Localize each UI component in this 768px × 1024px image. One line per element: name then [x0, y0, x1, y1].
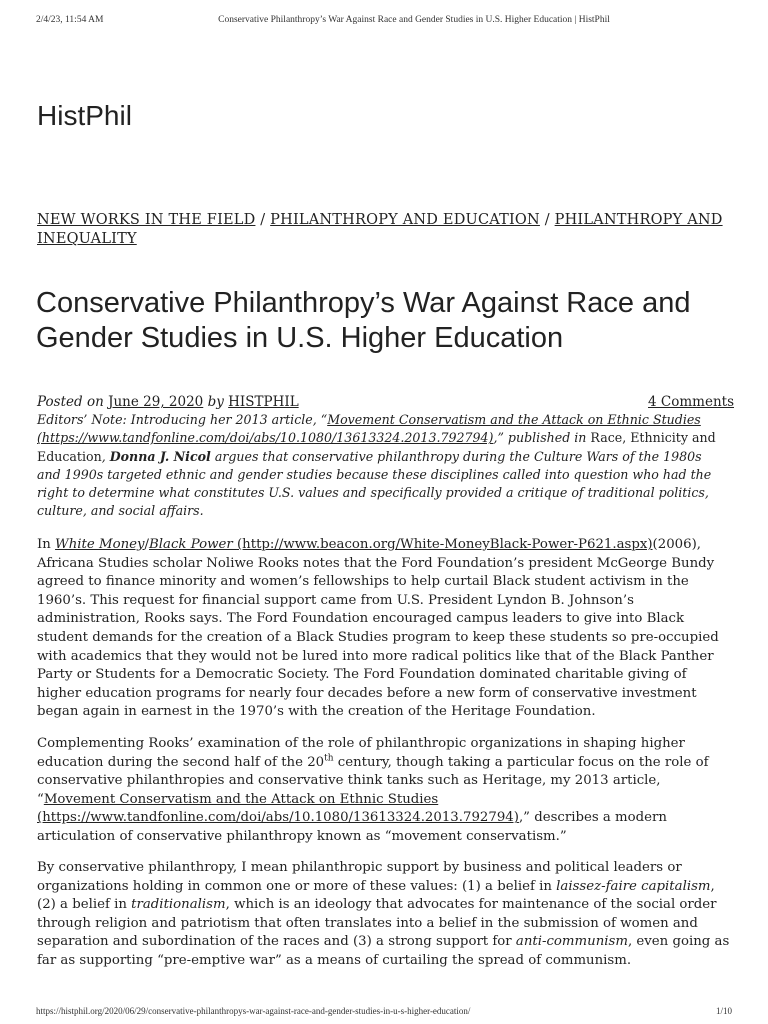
category-link-philanthropy-education[interactable]: PHILANTHROPY AND EDUCATION	[270, 212, 540, 228]
author-link[interactable]: HISTPHIL	[228, 394, 299, 410]
site-title[interactable]: HistPhil	[37, 100, 132, 131]
post-date-link[interactable]: June 29, 2020	[108, 394, 204, 410]
para-text: century, though taking a particular focus on the role of conservative philanthropies and conservative think tanks such as Heritage, my 2013 article, “	[37, 754, 709, 807]
author-name: Donna J. Nicol	[109, 448, 211, 464]
category-separator: /	[260, 212, 266, 228]
category-link-philanthropy-inequality[interactable]: PHILANTHROPY AND INEQUALITY	[37, 212, 723, 247]
print-page-title: Conservative Philanthropy’s War Against Race and Gender Studies in U.S. Higher Education | HistPhil	[218, 15, 610, 25]
body-paragraph-1	[37, 536, 734, 722]
post-meta	[37, 393, 734, 411]
superscript: th	[324, 753, 334, 764]
print-footer	[36, 1006, 732, 1016]
para-text: Complementing Rooks’ examination of the role of philanthropic organizations in shaping higher education during the second half of the 20	[37, 736, 685, 770]
emphasis: anti-communism	[515, 934, 628, 950]
editor-note	[37, 411, 727, 521]
by-label: by	[207, 394, 224, 410]
book-link-black-power[interactable]: Black Power	[149, 537, 237, 552]
category-breadcrumb	[37, 211, 727, 249]
article-link-2[interactable]: Movement Conservatism and the Attack on Ethnic Studies (https://www.tandfonline.com/doi/abs/10.1080/13613324.2013.792794)	[37, 791, 519, 826]
editor-note-text: ,” published in	[493, 430, 591, 446]
para-text: ,” describes a modern articulation of conservative philanthropy known as “movement conservatism.”	[37, 810, 667, 844]
body-paragraph-3	[37, 859, 734, 971]
editor-note-intro: Editors’ Note: Introducing her 2013 article, “	[37, 412, 328, 427]
category-separator: /	[544, 212, 550, 228]
para-text: , even going as far as supporting “pre-emptive war” as a means of curtailing the spread of communism.	[37, 934, 730, 968]
comments-link[interactable]: 4 Comments	[648, 394, 734, 410]
para-text: By conservative philanthropy, I mean philanthropic support by business and political leaders or organizations holding in common one or more of these values: (1) a belief in	[37, 860, 682, 894]
para-text: , (2) a belief in	[37, 878, 715, 913]
category-link-new-works[interactable]: NEW WORKS IN THE FIELD	[37, 212, 256, 228]
para-text: /	[144, 537, 150, 552]
beacon-url-link[interactable]: (http://www.beacon.org/White-MoneyBlack-Power-P621.aspx)	[236, 537, 653, 552]
editor-note-rest: argues that conservative philanthropy during the Culture Wars of the 1980s and 1990s targeted ethnic and gender studies because these disciplines called into question who had the right to determine what constitutes U.S. values and specifically provided a critique of traditional politics, culture, and social affairs.	[37, 448, 712, 519]
body-paragraph-2	[37, 735, 734, 847]
print-url: https://histphil.org/2020/06/29/conservative-philanthropys-war-against-race-and-gender-studies-in-u-s-higher-education/	[36, 1006, 471, 1016]
journal-name: Race, Ethnicity and Education	[37, 430, 716, 464]
article-link[interactable]: Movement Conservatism and the Attack on Ethnic Studies (https://www.tandfonline.com/doi/abs/10.1080/13613324.2013.792794)	[37, 412, 701, 446]
para-text: In	[37, 537, 56, 552]
print-timestamp: 2/4/23, 11:54 AM	[36, 15, 104, 25]
para-text: (2006), Africana Studies scholar Noliwe Rooks notes that the Ford Foundation’s president McGeorge Bundy agreed to finance minority and women’s fellowships to help curtail Black student activism in the 1960’s. This request for financial support came from U.S. President Lyndon B. Johnson’s administration, Rooks says. The Ford Foundation encouraged campus leaders to give into Black student demands for the creation of a Black Studies program to keep these students so pre-occupied with academics that they would not be lured into more radical politics like that of the Black Panther Party or Students for a Democratic Society. The Ford Foundation dominated charitable giving of higher education programs for nearly four decades before a new form of conservative investment began again in earnest in the 1970’s with the creation of the Heritage Foundation.	[37, 537, 719, 720]
print-page-number: 1/10	[715, 1006, 732, 1016]
emphasis: laissez-faire capitalism	[556, 878, 711, 894]
book-link-white-money[interactable]: White Money	[55, 537, 145, 552]
editor-note-comma: ,	[101, 448, 110, 464]
para-text: , which is an ideology that advocates for maintenance of the social order through religion and patriotism that often translates into a belief in the submission of women and separation and subordination of the races and (3) a strong support for	[37, 897, 717, 950]
emphasis: traditionalism	[131, 897, 226, 913]
posted-on-label: Posted on	[37, 394, 104, 410]
post-title: Conservative Philanthropy’s War Against Race and Gender Studies in U.S. Higher Education	[36, 287, 691, 354]
